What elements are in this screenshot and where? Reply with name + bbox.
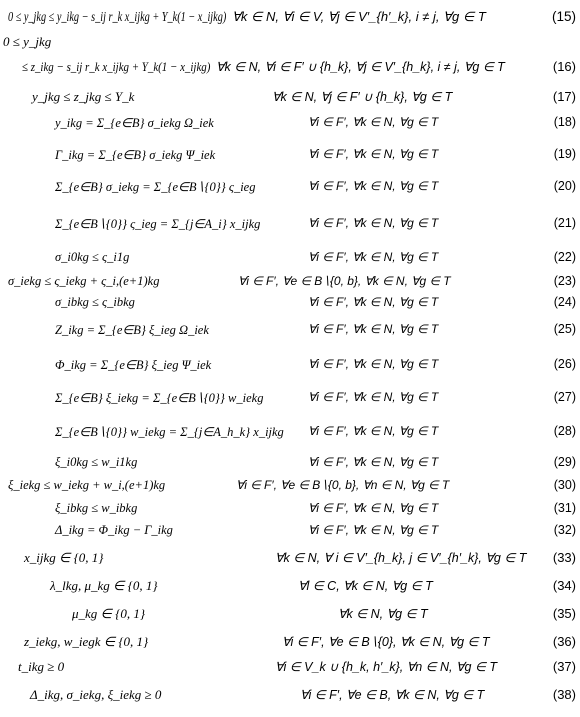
equation-expression: σ_iekg ≤ ς_iekg + ς_i,(e+1)kg [8, 274, 160, 288]
equation-expression: y_ikg = Σ_{e∈B} σ_iekg Ω_iek [55, 116, 214, 130]
equation-expression: Z_ikg = Σ_{e∈B} ξ_ieg Ω_iek [55, 323, 209, 337]
equation-row [0, 687, 580, 705]
equation-expression: Σ_{e∈B} ξ_iekg = Σ_{e∈B∖{0}} w_iekg [55, 391, 264, 405]
equation-expression: Γ_ikg = Σ_{e∈B} σ_iekg Ψ_iek [55, 148, 216, 162]
equation-number: (36) [552, 634, 576, 649]
equation-row [0, 250, 580, 268]
equation-expression: ≤ z_ikg − s_ij r_k x_ijkg + Y_k(1 − x_ijkg) [22, 59, 211, 74]
equation-expression: t_ikg ≥ 0 [18, 659, 65, 674]
equation-expression: y_jkg ≤ z_jkg ≤ Y_k [32, 89, 135, 104]
equation-expression: μ_kg ∈ {0, 1} [72, 606, 146, 621]
equation-condition: ∀k ∈ N, ∀i ∈ F′ ∪ {h_k}, ∀j ∈ V′_{h_k}, i ≠ j, ∀g ∈ T [216, 60, 505, 74]
equation-number: (26) [553, 357, 576, 371]
equation-expression: 0 ≤ y_jkg [3, 34, 52, 49]
equation-number: (35) [552, 606, 576, 621]
equation-condition: ∀i ∈ F′, ∀e ∈ B∖{0, b}, ∀n ∈ N, ∀g ∈ T [236, 478, 450, 492]
equation-condition: ∀i ∈ F′, ∀e ∈ B∖{0, b}, ∀k ∈ N, ∀g ∈ T [238, 274, 451, 288]
equation-number: (22) [553, 250, 576, 264]
equation-number: (15) [551, 9, 576, 24]
equation-number: (28) [553, 424, 576, 438]
equation-row [0, 390, 580, 408]
equation-condition: ∀i ∈ F′, ∀k ∈ N, ∀g ∈ T [308, 179, 439, 193]
equation-expression: σ_i0kg ≤ ς_i1g [55, 250, 130, 264]
equation-condition: ∀k ∈ N, ∀g ∈ T [338, 607, 428, 621]
equation-condition: ∀i ∈ F′, ∀k ∈ N, ∀g ∈ T [308, 455, 439, 469]
equation-row [0, 59, 580, 77]
equation-expression: ξ_i0kg ≤ w_i1kg [55, 455, 138, 469]
equation-number: (17) [552, 89, 576, 104]
equation-expression: Φ_ikg = Σ_{e∈B} ξ_ieg Ψ_iek [55, 358, 212, 372]
equation-condition: ∀k ∈ N, ∀j ∈ F′ ∪ {h_k}, ∀g ∈ T [272, 90, 453, 104]
equation-condition: ∀i ∈ F′, ∀k ∈ N, ∀g ∈ T [308, 523, 439, 537]
equation-row [0, 34, 580, 52]
equation-number: (33) [552, 550, 576, 565]
equation-condition: ∀i ∈ F′, ∀k ∈ N, ∀g ∈ T [308, 501, 439, 515]
equation-row [0, 478, 580, 496]
equation-number: (16) [552, 59, 576, 74]
equation-condition: ∀l ∈ C, ∀k ∈ N, ∀g ∈ T [298, 579, 433, 593]
equation-expression: λ_lkg, μ_kg ∈ {0, 1} [50, 578, 158, 593]
equation-row [0, 295, 580, 313]
equation-condition: ∀i ∈ F′, ∀k ∈ N, ∀g ∈ T [308, 424, 439, 438]
equation-row [0, 455, 580, 473]
equation-condition: ∀i ∈ F′, ∀k ∈ N, ∀g ∈ T [308, 147, 439, 161]
equation-condition: ∀i ∈ F′, ∀k ∈ N, ∀g ∈ T [308, 357, 439, 371]
equation-expression: x_ijkg ∈ {0, 1} [24, 550, 104, 565]
equation-row [0, 179, 580, 197]
equation-number: (19) [553, 147, 576, 161]
equation-condition: ∀i ∈ F′, ∀e ∈ B∖{0}, ∀k ∈ N, ∀g ∈ T [282, 635, 490, 649]
equation-condition: ∀i ∈ F′, ∀k ∈ N, ∀g ∈ T [308, 250, 439, 264]
equation-expression: Σ_{e∈B} σ_iekg = Σ_{e∈B∖{0}} ς_ieg [55, 180, 256, 194]
equation-number: (27) [553, 390, 576, 404]
equation-expression: 0 ≤ y_jkg ≤ y_ikg − s_ij r_k x_ijkg + Y_k(1 − x_ijkg) [8, 9, 227, 24]
equation-row [0, 147, 580, 165]
equation-row [0, 9, 580, 27]
equation-row [0, 606, 580, 624]
equation-row [0, 501, 580, 519]
equation-number: (29) [553, 455, 576, 469]
equation-condition: ∀i ∈ F′, ∀k ∈ N, ∀g ∈ T [308, 216, 439, 230]
equation-expression: Δ_ikg = Φ_ikg − Γ_ikg [55, 523, 173, 537]
equation-row [0, 523, 580, 541]
equation-condition: ∀i ∈ F′, ∀k ∈ N, ∀g ∈ T [308, 390, 439, 404]
equation-row [0, 322, 580, 340]
equation-row [0, 659, 580, 677]
equation-row [0, 578, 580, 596]
equation-expression: Σ_{e∈B∖{0}} w_iekg = Σ_{j∈A_h_k} x_ijkg [55, 425, 284, 439]
equation-row [0, 274, 580, 292]
equation-number: (18) [553, 115, 576, 129]
equation-number: (20) [553, 179, 576, 193]
equation-condition: ∀i ∈ F′, ∀k ∈ N, ∀g ∈ T [308, 115, 439, 129]
equation-number: (37) [552, 659, 576, 674]
equation-expression: z_iekg, w_iegk ∈ {0, 1} [24, 634, 149, 649]
equation-expression: σ_ibkg ≤ ς_ibkg [55, 295, 135, 309]
equation-number: (32) [553, 523, 576, 537]
equation-expression: Σ_{e∈B∖{0}} ς_ieg = Σ_{j∈A_i} x_ijkg [55, 217, 261, 231]
equation-number: (31) [553, 501, 576, 515]
equation-number: (25) [553, 322, 576, 336]
equation-expression: ξ_iekg ≤ w_iekg + w_i,(e+1)kg [8, 478, 166, 492]
equation-number: (24) [553, 295, 576, 309]
equation-number: (21) [553, 216, 576, 230]
equation-row [0, 357, 580, 375]
equation-row [0, 634, 580, 652]
equation-number: (38) [552, 687, 576, 702]
equation-number: (30) [553, 478, 576, 492]
equation-expression: Δ_ikg, σ_iekg, ξ_iekg ≥ 0 [30, 687, 162, 702]
equation-number: (34) [552, 578, 576, 593]
equation-row [0, 89, 580, 107]
equation-condition: ∀i ∈ F′, ∀k ∈ N, ∀g ∈ T [308, 322, 439, 336]
equation-row [0, 424, 580, 442]
equation-row [0, 216, 580, 234]
equation-condition: ∀k ∈ N, ∀ i ∈ V′_{h_k}, j ∈ V′_{h′_k}, ∀g ∈ T [275, 551, 527, 565]
equation-row [0, 550, 580, 568]
equation-condition: ∀i ∈ V_k ∪ {h_k, h′_k}, ∀n ∈ N, ∀g ∈ T [275, 660, 497, 674]
equation-expression: ξ_ibkg ≤ w_ibkg [55, 501, 138, 515]
equation-condition: ∀i ∈ F′, ∀e ∈ B, ∀k ∈ N, ∀g ∈ T [300, 688, 485, 702]
equation-row [0, 115, 580, 133]
equation-condition: ∀k ∈ N, ∀i ∈ V, ∀j ∈ V′_{h′_k}, i ≠ j, ∀g ∈ T [232, 9, 486, 24]
equation-condition: ∀i ∈ F′, ∀k ∈ N, ∀g ∈ T [308, 295, 439, 309]
equation-number: (23) [553, 274, 576, 288]
